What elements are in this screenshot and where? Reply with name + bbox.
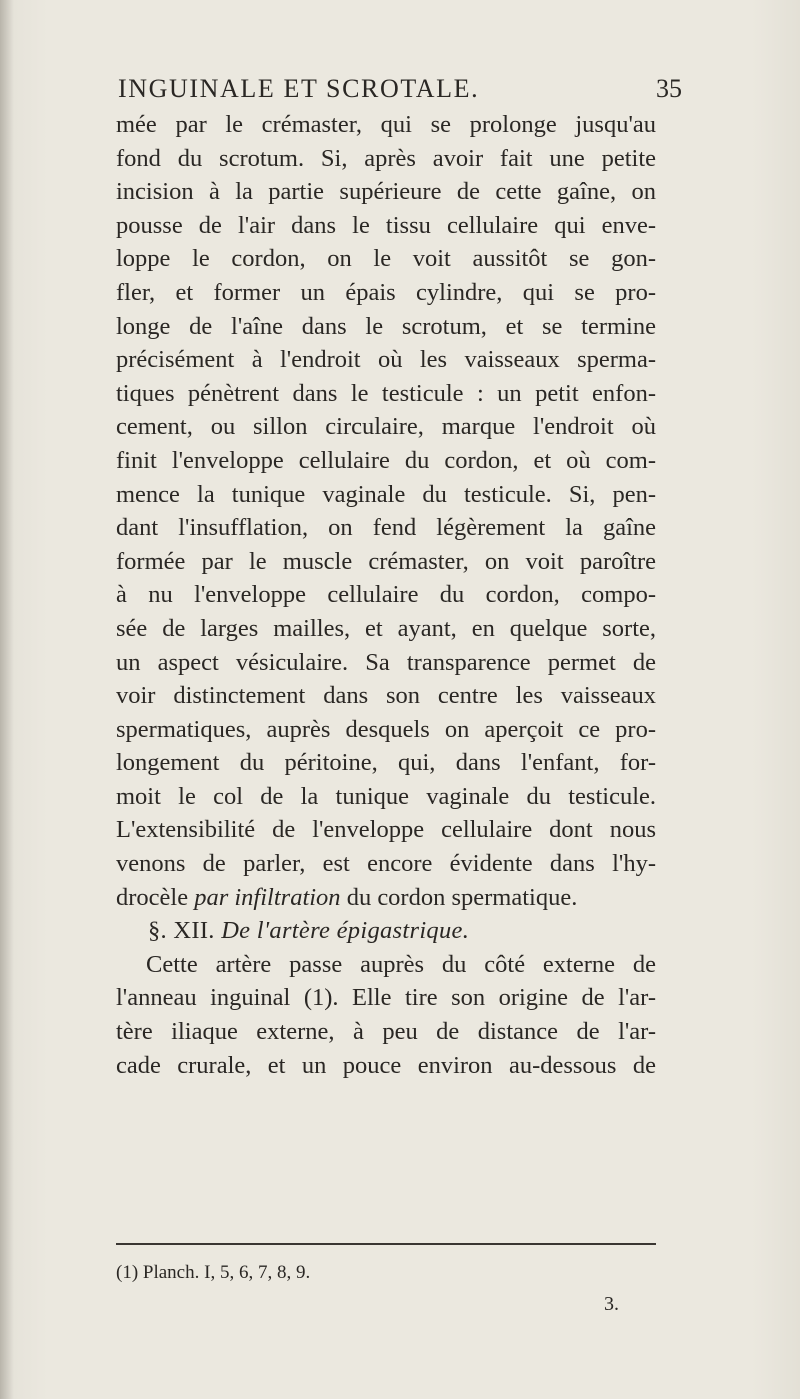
- text-line: loppe le cordon, on le voit aussitôt se gon-: [116, 245, 656, 273]
- running-header: INGUINALE ET SCROTALE.: [118, 74, 480, 103]
- text-line: à nu l'enveloppe cellulaire du cordon, compo-: [116, 581, 656, 609]
- text-line: moit le col de la tunique vaginale du testicule.: [116, 782, 656, 810]
- text-line-with-italic: [116, 881, 656, 915]
- italic-phrase: par infiltration: [194, 883, 341, 911]
- text-line: voir distinctement dans son centre les vaisseaux: [116, 682, 656, 710]
- text-line: fond du scrotum. Si, après avoir fait une petite: [116, 144, 656, 172]
- text-line: pousse de l'air dans le tissu cellulaire qui enve-: [116, 211, 656, 239]
- text-line: fler, et former un épais cylindre, qui se pro-: [116, 278, 656, 306]
- text-line: incision à la partie supérieure de cette gaîne, on: [116, 178, 656, 206]
- footnote-rule: [116, 1243, 656, 1245]
- footnote: (1) Planch. I, 5, 6, 7, 8, 9.: [116, 1262, 311, 1283]
- text-line: tiques pénètrent dans le testicule : un petit enfon-: [116, 379, 656, 407]
- text-line: L'extensibilité de l'enveloppe cellulaire dont nous: [116, 816, 656, 844]
- text-line: dant l'insufflation, on fend légèrement la gaîne: [116, 514, 656, 542]
- text-line: longe de l'aîne dans le scrotum, et se termine: [116, 312, 656, 340]
- section-heading: [116, 914, 656, 948]
- text-line: mée par le crémaster, qui se prolonge jusqu'au: [116, 111, 656, 138]
- section-number: §. XII.: [148, 917, 215, 945]
- text-line: cade crurale, et un pouce environ au-dessous de: [116, 1051, 656, 1079]
- page-edge-shadow: [0, 0, 14, 1399]
- text-line: précisément à l'endroit où les vaisseaux sperma-: [116, 346, 656, 374]
- text-line: spermatiques, auprès desquels on aperçoit ce pro-: [116, 715, 656, 743]
- page-number: 35: [656, 74, 682, 103]
- text-line: l'anneau inguinal (1). Elle tire son origine de l'ar-: [116, 984, 656, 1012]
- main-text: [116, 108, 656, 1082]
- text-line: finit l'enveloppe cellulaire du cordon, et où com-: [116, 446, 656, 474]
- text-line: venons de parler, est encore évidente dans l'hy-: [116, 850, 656, 878]
- text-line: cement, ou sillon circulaire, marque l'endroit où: [116, 413, 656, 441]
- signature-mark: 3.: [604, 1293, 619, 1315]
- text-line: mence la tunique vaginale du testicule. Si, pen-: [116, 480, 656, 508]
- text-fragment: drocèle: [116, 883, 195, 911]
- text-line: sée de larges mailles, et ayant, en quelque sorte,: [116, 614, 656, 642]
- text-line: Cette artère passe auprès du côté externe de: [146, 950, 656, 978]
- text-line: un aspect vésiculaire. Sa transparence permet de: [116, 648, 656, 676]
- text-line: longement du péritoine, qui, dans l'enfant, for-: [116, 749, 656, 777]
- section-title: De l'artère épigastrique.: [221, 917, 470, 945]
- text-fragment: du cordon spermatique.: [340, 883, 578, 911]
- text-line: tère iliaque externe, à peu de distance de l'ar-: [116, 1018, 656, 1046]
- text-line: formée par le muscle crémaster, on voit paroître: [116, 547, 656, 575]
